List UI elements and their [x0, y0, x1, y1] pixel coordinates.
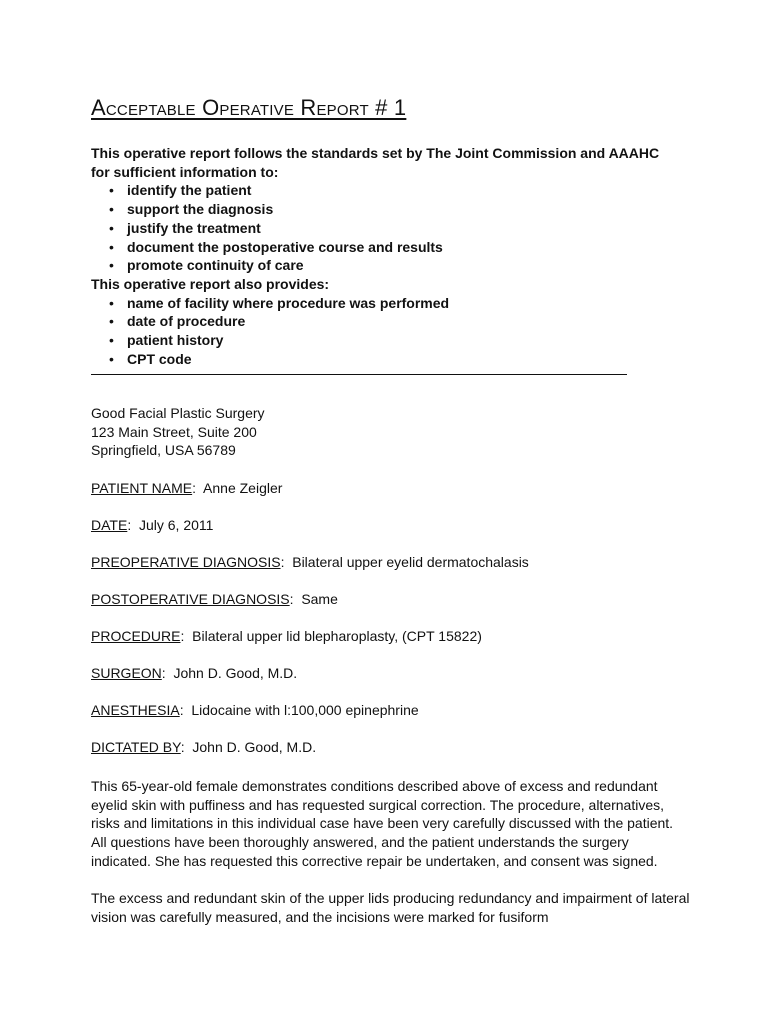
document-title: Acceptable Operative Report # 1 — [91, 95, 407, 120]
field-value: July 6, 2011 — [138, 517, 214, 533]
field-label: DATE — [91, 517, 128, 533]
field-value: Bilateral upper eyelid dermatochalasis — [292, 554, 529, 570]
section-divider — [91, 374, 627, 375]
postop-diagnosis-field: POSTOPERATIVE DIAGNOSIS: Same — [91, 591, 338, 607]
field-value: John D. Good, M.D. — [173, 665, 298, 681]
dictated-by-field: DICTATED BY: John D. Good, M.D. — [91, 739, 317, 755]
operative-narrative — [91, 777, 691, 945]
field-label: PREOPERATIVE DIAGNOSIS — [91, 554, 281, 570]
list-item: • CPT code — [127, 350, 681, 369]
standards-lead: This operative report follows the standards set by The Joint Commission and AAAHC for sufficient information to: — [91, 145, 660, 180]
field-label: POSTOPERATIVE DIAGNOSIS — [91, 591, 290, 607]
field-value: John D. Good, M.D. — [192, 739, 317, 755]
surgeon-field: SURGEON: John D. Good, M.D. — [91, 665, 298, 681]
anesthesia-field: ANESTHESIA: Lidocaine with l:100,000 epinephrine — [91, 702, 419, 718]
narrative-paragraph: This 65-year-old female demonstrates conditions described above of excess and redundant eyelid skin with puffiness and has requested surgical correction. The procedure, alternatives, risks and limitations in this individual case have been very carefully discussed with the patient. All questions have been thoroughly answered, and the patient understands the surgery indicated. She has requested this corrective repair be undertaken, and consent was signed. — [91, 778, 674, 869]
list-item: • identify the patient — [127, 181, 681, 200]
patient-name-field: PATIENT NAME: Anne Zeigler — [91, 480, 283, 496]
field-value: Anne Zeigler — [203, 480, 283, 496]
provides-list — [91, 294, 681, 369]
provides-lead: This operative report also provides: — [91, 275, 330, 292]
list-item: • name of facility where procedure was performed — [127, 294, 681, 313]
purposes-list — [91, 181, 681, 275]
report-fields — [91, 479, 529, 775]
procedure-field: PROCEDURE: Bilateral upper lid blepharoplasty, (CPT 15822) — [91, 628, 482, 644]
list-item: • promote continuity of care — [127, 256, 681, 275]
street-address: 123 Main Street, Suite 200 — [91, 423, 257, 440]
field-value: Same — [301, 591, 338, 607]
field-label: DICTATED BY — [91, 739, 181, 755]
field-value: Bilateral upper lid blepharoplasty, (CPT 15822) — [192, 628, 482, 644]
facility-name: Good Facial Plastic Surgery — [91, 405, 265, 421]
list-item: • support the diagnosis — [127, 200, 681, 219]
field-value: Lidocaine with l:100,000 epinephrine — [191, 702, 419, 718]
standards-intro — [91, 144, 681, 368]
list-item: • patient history — [127, 331, 681, 350]
list-item: • justify the treatment — [127, 219, 681, 238]
field-label: ANESTHESIA — [91, 702, 180, 718]
narrative-paragraph: The excess and redundant skin of the upper lids producing redundancy and impairment of lateral vision was carefully measured, and the incisions were marked for fusiform — [91, 890, 690, 925]
field-label: PROCEDURE — [91, 628, 181, 644]
field-label: SURGEON — [91, 665, 162, 681]
date-field: DATE: July 6, 2011 — [91, 517, 214, 533]
city-state-zip: Springfield, USA 56789 — [91, 442, 236, 459]
list-item: • document the postoperative course and results — [127, 238, 681, 257]
list-item: • date of procedure — [127, 312, 681, 331]
field-label: PATIENT NAME — [91, 480, 193, 496]
preop-diagnosis-field: PREOPERATIVE DIAGNOSIS: Bilateral upper eyelid dermatochalasis — [91, 554, 529, 570]
facility-address — [91, 404, 265, 460]
